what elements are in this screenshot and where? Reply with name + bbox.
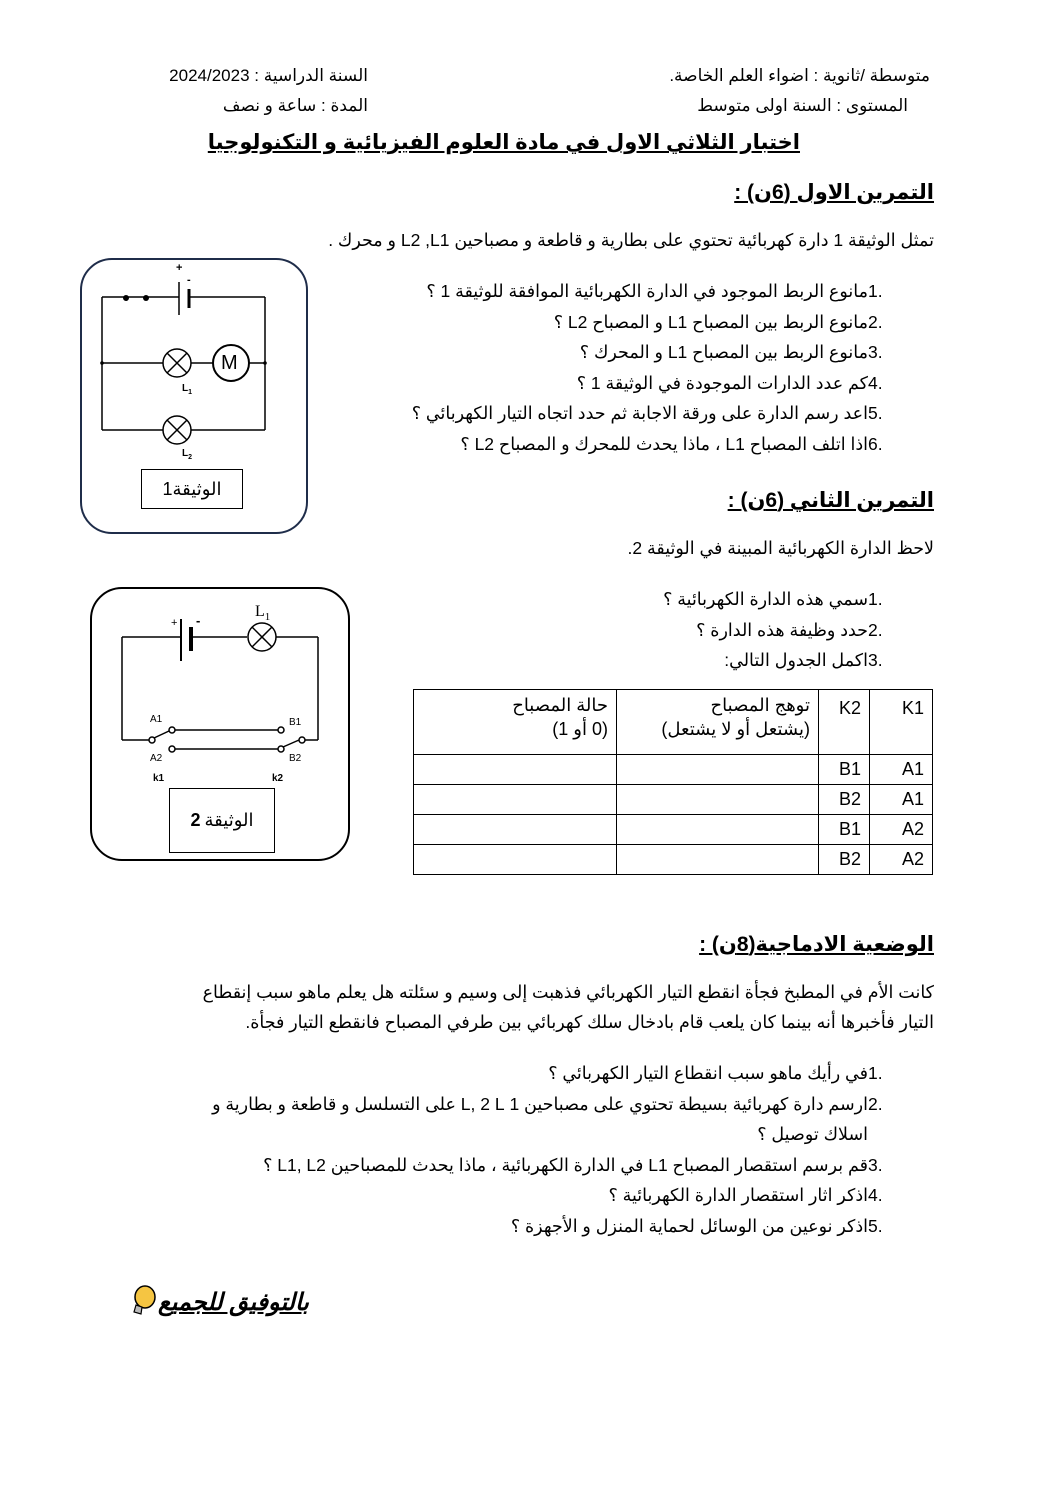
exercise1-questions (346, 276, 906, 459)
page-title: اختبار الثلاثي الاول في مادة العلوم الفيزيائية و التكنولوجيا (207, 131, 800, 154)
question-item: 1. في رأيك ماهو سبب انقطاع التيار الكهربائي ؟ (548, 1063, 883, 1083)
header-k1: K1 (870, 690, 933, 755)
motor-label: M (221, 352, 238, 374)
answer-cell[interactable] (414, 755, 617, 785)
answer-cell[interactable] (617, 785, 819, 815)
footer-good-luck (130, 1285, 309, 1319)
lamp-label: $L_1$ (255, 603, 271, 624)
level: المستوى : السنة اولى متوسط (697, 96, 908, 115)
answer-cell[interactable] (414, 845, 617, 875)
question-item: 6. اذا اتلف المصباح L1 ، ماذا يحدث للمحرك و المصباح L2 ؟ (460, 433, 883, 454)
question-item: 1. مانوع الربط الموجود في الدارة الكهربائية الموافقة للوثيقة 1 ؟ (426, 281, 883, 301)
answer-cell[interactable] (414, 785, 617, 815)
switch-state-table (413, 689, 933, 875)
school-year: السنة الدراسية : 2024/2023 (169, 66, 368, 85)
question-item-continued: اسلاك توصيل ؟ (757, 1124, 868, 1144)
table-row: A2 B1 (414, 815, 933, 845)
battery-minus-sign: - (187, 274, 191, 286)
contact-b2-label: B2 (289, 753, 302, 764)
table-row: A2 B2 (414, 845, 933, 875)
switch-k2-label: k2 (272, 773, 284, 784)
question-item: 2. مانوع الربط بين المصباح L1 و المصباح L2 ؟ (553, 311, 883, 332)
document1-frame (80, 258, 308, 534)
document1-label: الوثيقة1 (141, 469, 243, 509)
contact-a1-label: A1 (150, 714, 163, 725)
table-row: A1 B1 (414, 755, 933, 785)
school-name: متوسطة /ثانوية : اضواء العلم الخاصة. (669, 66, 930, 85)
duration: المدة : ساعة و نصف (222, 96, 368, 115)
question-item: 3. مانوع الربط بين المصباح L1 و المحرك ؟ (579, 342, 883, 362)
integration-paragraph-line1: كانت الأم في المطبخ فجأة انقطع التيار الكهربائي فذهبت إلى وسيم و سئلته هل يعلم ماهو سبب إنقطاع (202, 982, 934, 1002)
battery-plus-sign: + (171, 617, 178, 629)
document2-frame (90, 587, 350, 861)
question-item: 3. قم برسم استقصار المصباح L1 في الدارة الكهربائية ، ماذا يحدث للمصباحين L1, L2 ؟ (263, 1154, 883, 1175)
contact-a2-label: A2 (150, 753, 163, 764)
question-item: 4. اذكر اثار استقصار الدارة الكهربائية ؟ (608, 1185, 883, 1205)
table-header-row (414, 690, 933, 755)
question-item: 3. اكمل الجدول التالي: (724, 650, 883, 670)
switch-contact-icon (123, 295, 129, 301)
answer-cell[interactable] (414, 815, 617, 845)
integration-heading: الوضعية الادماجية(8ن) : (699, 933, 934, 956)
switch-contact-icon (143, 295, 149, 301)
document2-label: الوثيقة 2 (169, 788, 275, 853)
exercise2-intro: لاحظ الدارة الكهربائية المبينة في الوثيقة 2. (627, 538, 934, 558)
battery-minus-sign: - (196, 613, 201, 628)
header-lamp-glow: توهج المصباح (يشتعل أو لا يشتعل) (617, 690, 819, 755)
table-row: A1 B2 (414, 785, 933, 815)
contact-b1-label: B1 (289, 717, 302, 728)
question-item: 1. سمي هذه الدارة الكهربائية ؟ (663, 589, 883, 609)
integration-questions (116, 1058, 906, 1241)
lamp1-label: $L_1$ (182, 383, 193, 396)
header-lamp-state: حالة المصباح (0 أو 1) (414, 690, 617, 755)
question-item: 4. كم عدد الدارات الموجودة في الوثيقة 1 ؟ (576, 372, 883, 393)
lightbulb-icon (130, 1285, 156, 1319)
question-item: 5. اذكر نوعين من الوسائل لحماية المنزل و الأجهزة ؟ (510, 1215, 883, 1236)
good-luck-text: بالتوفيق للجميع (158, 1288, 309, 1316)
question-item: 2. حدد وظيفة هذه الدارة ؟ (696, 619, 883, 640)
switch-k1-label: k1 (153, 773, 165, 784)
lamp2-label: $L_2$ (182, 448, 193, 461)
exercise1-heading: التمرين الاول (6ن) : (734, 181, 934, 204)
battery-plus-sign: + (176, 262, 183, 274)
exercise2-questions (506, 584, 906, 676)
exercise1-intro: تمثل الوثيقة 1 دارة كهربائية تحتوي على بطارية و قاطعة و مصباحين L2 ,L1 و محرك . (328, 230, 934, 250)
exercise2-heading: التمرين الثاني (6ن) : (727, 489, 934, 512)
answer-cell[interactable] (617, 845, 819, 875)
header-k2: K2 (819, 690, 870, 755)
question-item: 2. ارسم دارة كهربائية بسيطة تحتوي على مصباحين 1 L, 2 L على التسلسل و قاطعة و بطارية و (212, 1093, 883, 1114)
question-item: 5. اعد رسم الدارة على ورقة الاجابة ثم حدد اتجاه التيار الكهربائي ؟ (411, 403, 883, 423)
answer-cell[interactable] (617, 815, 819, 845)
integration-paragraph-line2: التيار فأخبرها أنه بينما كان يلعب قام بادخال سلك كهربائي بين طرفي المصباح فانقطع التيار فجأة. (245, 1012, 934, 1032)
answer-cell[interactable] (617, 755, 819, 785)
